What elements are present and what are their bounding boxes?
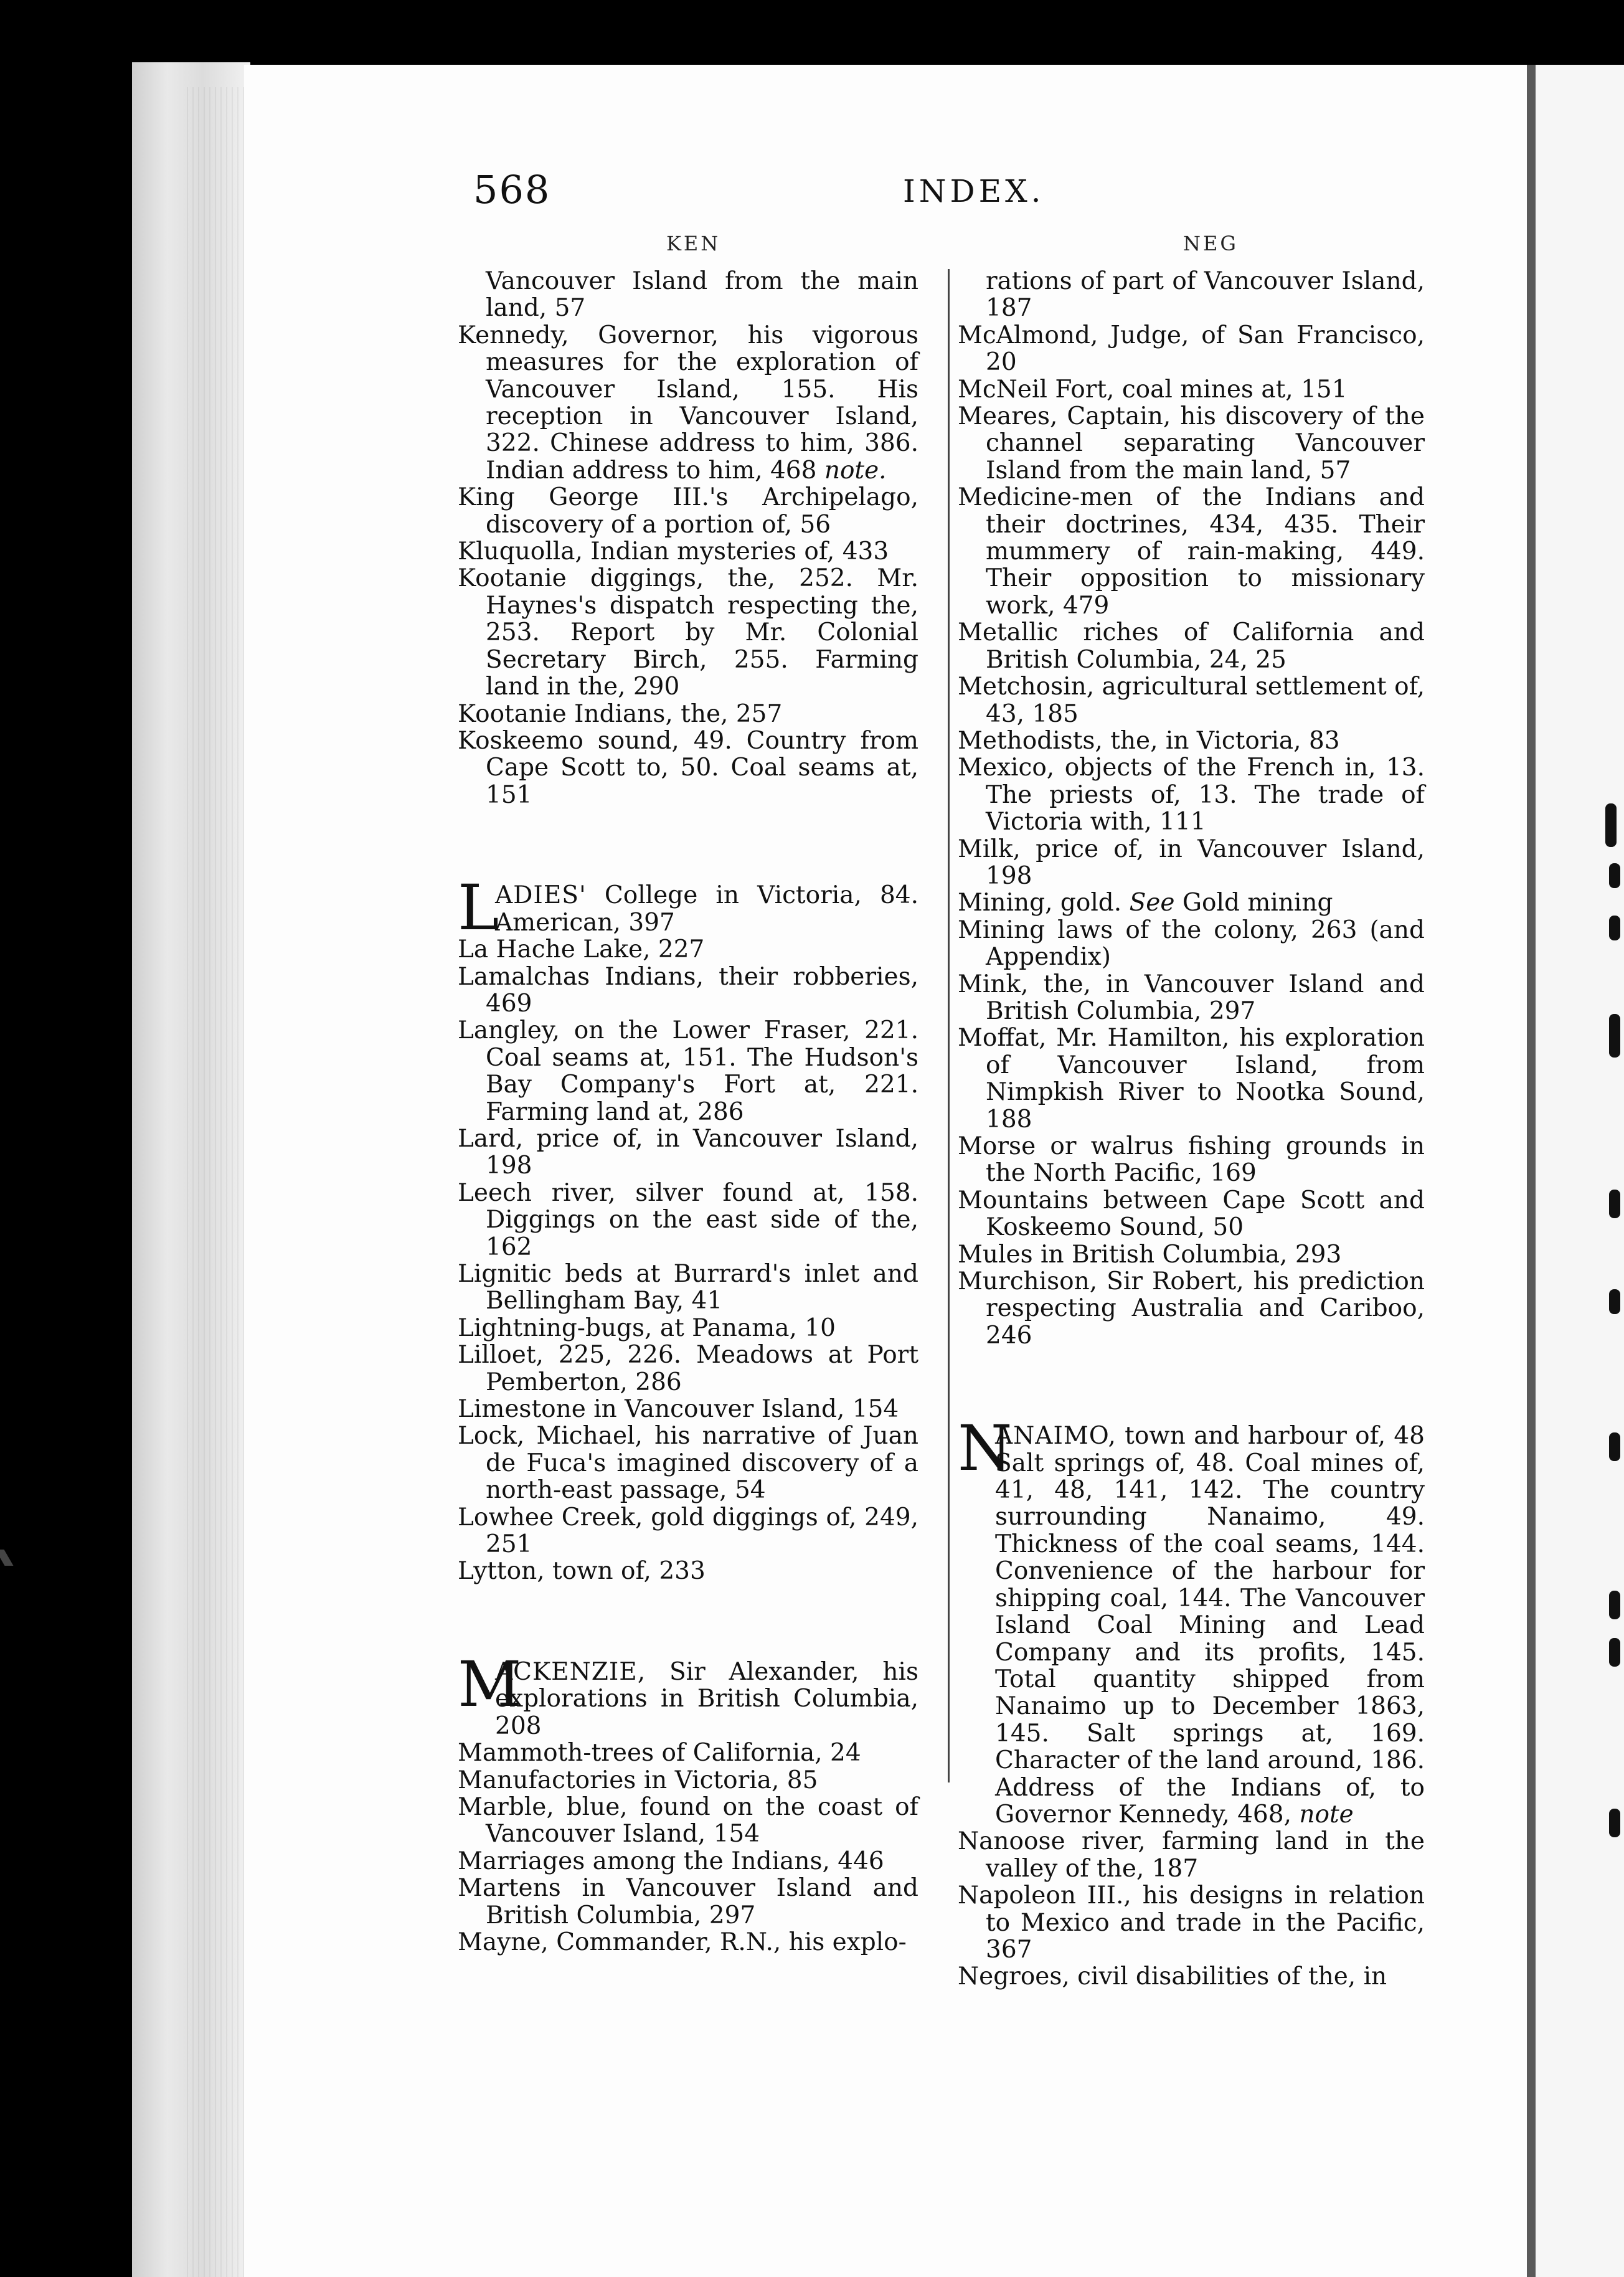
index-entry: [458, 1794, 918, 1848]
index-entry: [958, 1882, 1425, 1963]
index-entry: [458, 936, 918, 963]
index-column-left: [458, 268, 918, 1956]
entry-text: King George III.'s Archipelago, discovery of a portion of, 56: [458, 483, 918, 539]
index-entry: [458, 1504, 918, 1558]
entry-text: Mining laws of the colony, 263 (and Appendix): [958, 916, 1425, 972]
entry-text: Mining, gold.: [958, 889, 1122, 917]
index-section-lead-entry: [458, 871, 918, 945]
entry-text: Methodists, the, in Victoria, 83: [958, 726, 1340, 755]
scan-artifact: [1609, 1809, 1620, 1837]
entry-text: Negroes, civil disabilities of the, in: [958, 1962, 1387, 1991]
entry-text: Morse or walrus fishing grounds in the North Pacific, 169: [958, 1132, 1425, 1188]
index-entry: [958, 1963, 1425, 1990]
entry-text: rations of part of Vancouver Island, 187: [986, 267, 1425, 323]
index-entry: [458, 1315, 918, 1342]
index-entry: [958, 889, 1425, 916]
entry-text: Kluquolla, Indian mysteries of, 433: [458, 537, 889, 566]
index-entry: [958, 836, 1425, 890]
drop-initial: L: [458, 871, 499, 945]
entry-text: Medicine-men of the Indians and their doctrines, 434, 435. Their mummery of rain-making, 449. Their opposition to missionary work, 479: [958, 483, 1425, 620]
section-gap: [458, 1585, 918, 1659]
scan-artifact: [1609, 1289, 1620, 1314]
adjacent-page-edge: [1536, 65, 1624, 2277]
entry-text: Lamalchas Indians, their robberies, 469: [458, 962, 918, 1018]
entry-text: Lowhee Creek, gold diggings of, 249, 251: [458, 1503, 918, 1559]
index-entry-continuation: [458, 268, 918, 322]
index-section-lead-entry: [458, 1647, 918, 1740]
index-entry: [958, 1268, 1425, 1349]
entry-text: La Hache Lake, 227: [458, 935, 705, 964]
entry-text: Lilloet, 225, 226. Meadows at Port Pemberton, 286: [458, 1341, 918, 1396]
entry-text: Koskeemo sound, 49. Country from Cape Scott to, 50. Coal seams at, 151: [458, 726, 918, 809]
index-entry: [458, 1848, 918, 1875]
entry-text: Manufactories in Victoria, 85: [458, 1766, 818, 1794]
scan-artifact: [1609, 1591, 1620, 1619]
entry-text: Marble, blue, found on the coast of Vancouver Island, 154: [458, 1792, 918, 1849]
index-entry: [458, 1261, 918, 1315]
index-entry: [458, 1017, 918, 1125]
entry-text: Lytton, town of, 233: [458, 1557, 706, 1586]
index-entry: [458, 1342, 918, 1396]
index-entry: [458, 1767, 918, 1794]
scan-artifact: [1609, 1190, 1620, 1218]
index-entry: [958, 619, 1425, 673]
entry-note: note: [1299, 1800, 1354, 1829]
entry-text: Kootanie diggings, the, 252. Mr. Haynes's dispatch respecting the, 253. Report by Mr. Colonial Secretary Birch, 255. Farming land in the, 290: [458, 564, 918, 701]
index-entry: [458, 484, 918, 538]
drop-initial: M: [458, 1647, 522, 1721]
index-entry: [458, 1875, 918, 1929]
index-column-right: [958, 268, 1425, 1991]
scan-artifact: [1609, 1638, 1620, 1667]
index-entry: [958, 1241, 1425, 1268]
scan-artifact: [1605, 803, 1617, 847]
entry-text: Sir Alexander, his explorations in British Columbia, 208: [495, 1657, 918, 1740]
entry-text: Mountains between Cape Scott and Koskeemo Sound, 50: [958, 1186, 1425, 1242]
index-entry: [458, 1396, 918, 1423]
gutter-shadow: [1527, 65, 1536, 2277]
page-number: 568: [473, 167, 551, 212]
index-entry: [458, 322, 918, 484]
index-entry: [958, 1187, 1425, 1241]
index-entry: [458, 727, 918, 808]
index-entry: [958, 1133, 1425, 1187]
scan-artifact: [1609, 1432, 1620, 1461]
scan-artifact: [1609, 916, 1620, 940]
index-entry: [458, 538, 918, 565]
index-entry: [458, 565, 918, 700]
entry-text: Mules in British Columbia, 293: [958, 1240, 1342, 1269]
entry-text: Kennedy, Governor, his vigorous measures for the exploration of Vancouver Island, 155. His reception in Vancouver Island, 322. Chinese address to him, 386. Indian address to him, 468: [458, 321, 918, 485]
lead-word: ACKENZIE,: [495, 1657, 646, 1686]
index-entry: [458, 701, 918, 727]
entry-text: Martens in Vancouver Island and British Columbia, 297: [458, 1874, 918, 1929]
cross-reference: See: [1129, 889, 1175, 917]
entry-text: McNeil Fort, coal mines at, 151: [958, 375, 1348, 404]
scan-artifact: [1609, 863, 1620, 888]
page-header: [473, 167, 1532, 223]
index-entry: [458, 1740, 918, 1766]
index-entry: [958, 376, 1425, 403]
lead-word: ADIES': [495, 881, 587, 910]
index-entry-continuation: [958, 268, 1425, 322]
scan-artifact: [1609, 1014, 1620, 1058]
index-entry: [458, 963, 918, 1018]
cross-reference-target: Gold mining: [1174, 889, 1333, 917]
index-entry: [458, 1558, 918, 1584]
entry-text: Napoleon III., his designs in relation to Mexico and trade in the Pacific, 367: [958, 1882, 1425, 1964]
entry-text: Lignitic beds at Burrard's inlet and Bellingham Bay, 41: [458, 1260, 918, 1315]
column-divider: [948, 269, 950, 1782]
entry-text: town and harbour of, 48 Salt springs of, 48. Coal mines of, 41, 48, 141, 142. The country surrounding Nanaimo, 49. Thickness of the coal seams, 144. Convenience of the harbour for shipping coal, 144. The Vancouver Island Coal Mining and Lead Company and its profits, 145. Total quantity shipped from Nanaimo up to December 1863, 145. Salt springs at, 169. Character of the land around, 186. Address of the Indians of, to Governor Kennedy, 468,: [995, 1422, 1425, 1829]
index-entry: [958, 727, 1425, 754]
index-entry: [958, 673, 1425, 727]
right-column-guide-word: NEG: [1183, 232, 1239, 255]
index-entry: [458, 1929, 918, 1956]
left-column-guide-word: KEN: [666, 232, 721, 255]
section-gap: [458, 808, 918, 882]
entry-text: Murchison, Sir Robert, his prediction respecting Australia and Cariboo, 246: [958, 1267, 1425, 1350]
entry-text: Metallic riches of California and British Columbia, 24, 25: [958, 618, 1425, 674]
entry-text: Meares, Captain, his discovery of the channel separating Vancouver Island from the main land, 57: [958, 402, 1425, 485]
entry-text: Mexico, objects of the French in, 13. The priests of, 13. The trade of Victoria with, 111: [958, 754, 1425, 836]
index-entry: [958, 322, 1425, 376]
index-entry: [458, 1125, 918, 1180]
entry-text: College in Victoria, 84. American, 397: [495, 881, 918, 937]
drop-initial: N: [958, 1412, 1013, 1485]
entry-text: Lard, price of, in Vancouver Island, 198: [458, 1124, 918, 1180]
entry-text: Vancouver Island from the main land, 57: [486, 267, 918, 323]
index-entry: [958, 971, 1425, 1025]
index-entry: [958, 754, 1425, 835]
index-section-lead-entry: [958, 1412, 1425, 1829]
entry-text: Nanoose river, farming land in the valley of the, 187: [958, 1827, 1425, 1883]
index-entry: [958, 403, 1425, 484]
entry-text: Metchosin, agricultural settlement of, 43, 185: [958, 673, 1425, 728]
entry-text: Leech river, silver found at, 158. Diggings on the east side of the, 162: [458, 1178, 918, 1261]
index-entry: [958, 1025, 1425, 1133]
entry-text: Lock, Michael, his narrative of Juan de Fuca's imagined discovery of a north-east passage, 54: [458, 1422, 918, 1505]
entry-note: note.: [824, 456, 887, 485]
entry-text: Kootanie Indians, the, 257: [458, 699, 783, 728]
index-entry: [458, 1423, 918, 1503]
entry-text: Marriages among the Indians, 446: [458, 1847, 884, 1875]
entry-text: Lightning-bugs, at Panama, 10: [458, 1314, 836, 1342]
index-entry: [458, 1180, 918, 1261]
entry-text: Mammoth-trees of California, 24: [458, 1739, 861, 1768]
index-entry: [958, 917, 1425, 971]
entry-text: Limestone in Vancouver Island, 154: [458, 1395, 899, 1424]
section-gap: [958, 1349, 1425, 1423]
entry-text: McAlmond, Judge, of San Francisco, 20: [958, 321, 1425, 377]
entry-text: Mink, the, in Vancouver Island and British Columbia, 297: [958, 970, 1425, 1025]
index-entry: [958, 1828, 1425, 1882]
entry-text: Langley, on the Lower Fraser, 221. Coal seams at, 151. The Hudson's Bay Company's Fort at, 221. Farming land at, 286: [458, 1016, 918, 1126]
running-title: INDEX.: [903, 173, 1045, 209]
lead-word: ANAIMO,: [995, 1422, 1116, 1451]
entry-text: Milk, price of, in Vancouver Island, 198: [958, 835, 1425, 890]
index-entry: [958, 484, 1425, 619]
entry-text: Mayne, Commander, R.N., his explo-: [458, 1928, 907, 1956]
entry-text: Moffat, Mr. Hamilton, his exploration of Vancouver Island, from Nimpkish River to Nootka Sound, 188: [958, 1024, 1425, 1134]
